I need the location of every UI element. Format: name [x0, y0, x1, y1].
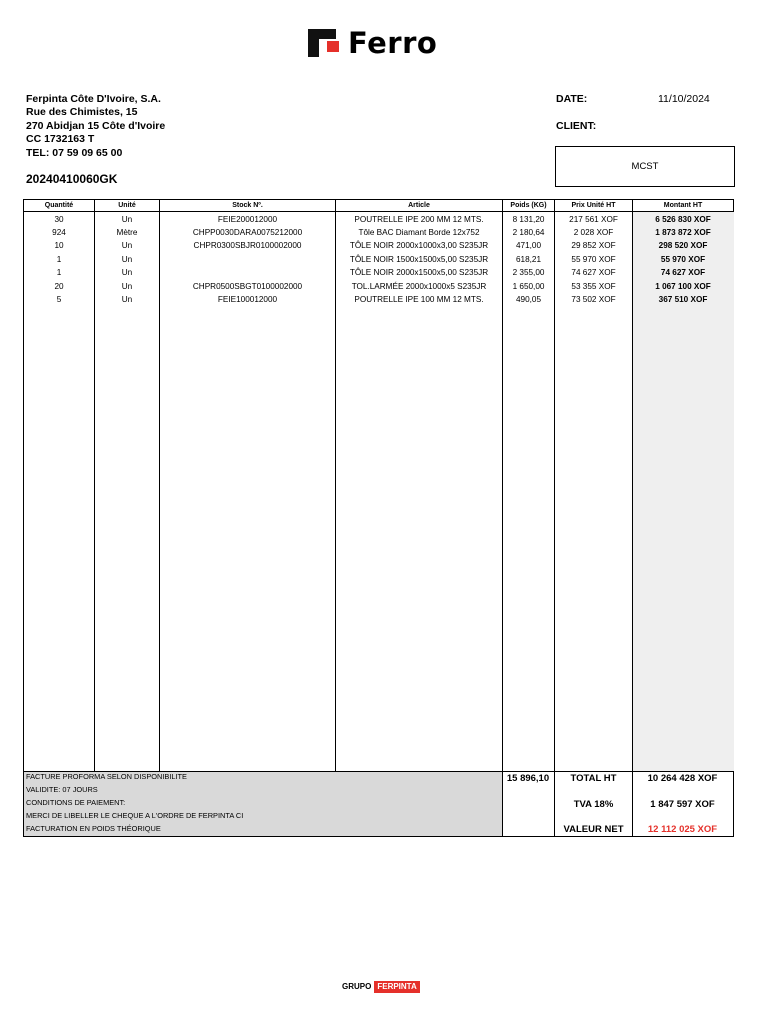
row-unit-price: 217 561 XOF [569, 214, 618, 224]
company-address-line2: 270 Abidjan 15 Côte d'Ivoire [26, 119, 166, 132]
row-unit: Un [121, 214, 133, 224]
row-amount: 298 520 XOF [658, 241, 708, 251]
row-weight: 618,21 [515, 254, 542, 264]
row-amount: 6 526 830 XOF [655, 214, 711, 224]
note-proforma: FACTURE PROFORMA SELON DISPONIBILITE [26, 772, 187, 781]
total-weight: 15 896,10 [506, 773, 550, 784]
company-cc: CC 1732163 T [26, 133, 95, 146]
row-amount: 55 970 XOF [660, 254, 706, 264]
ferro-logo-icon [308, 29, 340, 57]
row-weight: 471,00 [515, 241, 542, 251]
row-weight: 8 131,20 [512, 214, 545, 224]
row-qty: 5 [56, 294, 62, 304]
grupo-ferpinta-logo [342, 980, 420, 993]
row-article: TÔLE NOIR 2000x1500x5,00 S235JR [349, 268, 489, 278]
row-stock: CHPR0500SBGT0100002000 [192, 281, 303, 291]
tva-label: TVA 18% [573, 799, 614, 810]
row-unit: Un [121, 294, 133, 304]
row-article: TÔLE NOIR 2000x1000x3,00 S235JR [349, 241, 489, 251]
row-amount: 74 627 XOF [660, 268, 706, 278]
ferro-logo [308, 28, 437, 58]
row-weight: 1 650,00 [512, 281, 545, 291]
row-unit: Un [121, 268, 133, 278]
row-amount: 1 067 100 XOF [655, 281, 711, 291]
total-ht-value: 10 264 428 XOF [647, 773, 718, 784]
row-qty: 1 [56, 268, 62, 278]
company-name: Ferpinta Côte D'Ivoire, S.A. [26, 93, 161, 105]
row-stock: CHPP0030DARA0075212000 [192, 227, 303, 237]
row-stock: FEIE200012000 [217, 214, 278, 224]
header-weight: Poids (KG) [510, 202, 547, 209]
totals-section [24, 771, 733, 836]
row-unit-price: 2 028 XOF [573, 227, 614, 237]
row-unit: Mètre [116, 227, 138, 237]
brand-name: Ferro [348, 26, 438, 60]
note-weight-billing: FACTURATION EN POIDS THÉORIQUE [26, 824, 161, 833]
net-value-label: VALEUR NET [563, 824, 624, 835]
row-article: Tôle BAC Diamant Borde 12x752 [358, 227, 480, 237]
table-row [24, 226, 733, 239]
row-qty: 30 [54, 214, 64, 224]
table-row [24, 213, 733, 226]
items-table [23, 199, 734, 837]
ferpinta-badge: FERPINTA [374, 981, 419, 993]
row-unit: Un [121, 254, 133, 264]
row-article: POUTRELLE IPE 100 MM 12 MTS. [354, 294, 484, 304]
company-tel: TEL: 07 59 09 65 00 [26, 146, 123, 159]
header-amount: Montant HT [663, 202, 703, 209]
row-amount: 1 873 872 XOF [655, 227, 711, 237]
client-label: CLIENT: [556, 120, 597, 132]
grupo-label: GRUPO [342, 982, 372, 991]
company-address-block [26, 93, 165, 160]
note-payment-conditions: CONDITIONS DE PAIEMENT: [26, 798, 126, 807]
header-unit-price: Prix Unité HT [571, 202, 616, 209]
client-box [555, 146, 735, 187]
row-qty: 1 [56, 254, 62, 264]
row-stock [160, 253, 335, 266]
header-article: Article [408, 202, 430, 209]
date-value: 11/10/2024 [658, 93, 710, 105]
notes-box [24, 772, 502, 836]
note-validity: VALIDITE: 07 JOURS [26, 785, 98, 794]
date-label: DATE: [556, 93, 588, 105]
table-row [24, 266, 733, 279]
row-unit: Un [121, 281, 133, 291]
row-article: TÔLE NOIR 1500x1500x5,00 S235JR [349, 254, 489, 264]
row-stock: FEIE100012000 [217, 294, 278, 304]
row-unit-price: 29 852 XOF [571, 241, 616, 251]
table-row [24, 280, 733, 293]
row-unit-price: 73 502 XOF [571, 294, 616, 304]
table-header [24, 200, 733, 212]
row-unit-price: 55 970 XOF [571, 254, 616, 264]
note-cheque: MERCI DE LIBELLER LE CHEQUE A L'ORDRE DE FERPINTA CI [26, 811, 244, 820]
row-weight: 2 355,00 [512, 268, 545, 278]
table-row [24, 293, 733, 306]
header-unit: Unité [118, 202, 136, 209]
row-qty: 924 [52, 227, 66, 237]
client-value: MCST [631, 161, 659, 172]
row-unit: Un [121, 241, 133, 251]
row-qty: 10 [54, 241, 64, 251]
document-number: 20240410060GK [26, 172, 118, 186]
header-stock: Stock Nº. [232, 202, 263, 209]
net-value: 12 112 025 XOF [647, 824, 718, 835]
row-qty: 20 [54, 281, 64, 291]
row-article: POUTRELLE IPE 200 MM 12 MTS. [354, 214, 484, 224]
tva-value: 1 847 597 XOF [650, 799, 715, 810]
company-address-line1: Rue des Chimistes, 15 [26, 106, 138, 119]
row-article: TOL.LARMÉE 2000x1000x5 S235JR [351, 281, 487, 291]
header-qty: Quantité [44, 202, 74, 209]
total-ht-label: TOTAL HT [570, 773, 617, 784]
row-stock [160, 266, 335, 279]
table-row [24, 253, 733, 266]
table-row [24, 239, 733, 252]
row-unit-price: 74 627 XOF [571, 268, 616, 278]
row-unit-price: 53 355 XOF [571, 281, 616, 291]
row-weight: 2 180,64 [512, 227, 545, 237]
row-weight: 490,05 [515, 294, 542, 304]
row-amount: 367 510 XOF [658, 294, 708, 304]
row-stock: CHPR0300SBJR0100002000 [193, 241, 302, 251]
